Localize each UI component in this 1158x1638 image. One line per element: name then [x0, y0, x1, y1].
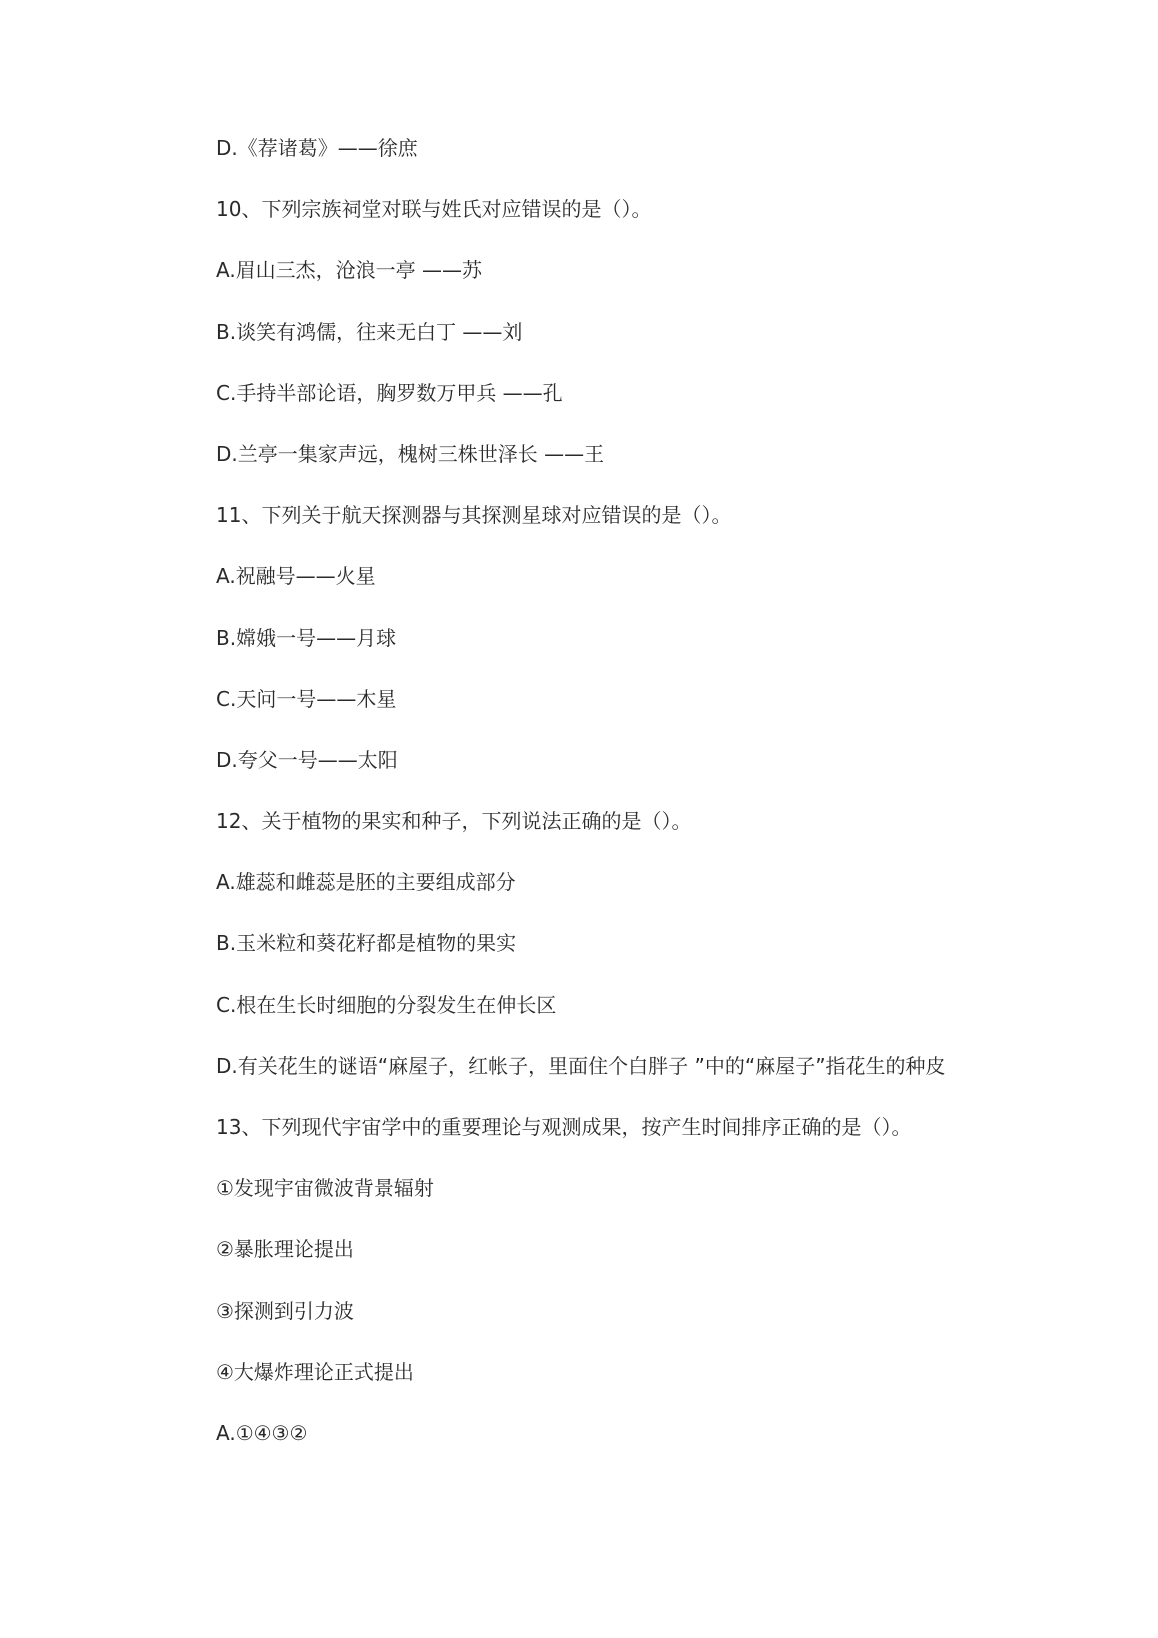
question-11: 11、下列关于航天探测器与其探测星球对应错误的是（）。 — [216, 503, 732, 528]
question-13-item-1: ①发现宇宙微波背景辐射 — [216, 1176, 434, 1201]
question-10-option-d: D.兰亭一集家声远，槐树三株世泽长 ——王 — [216, 441, 605, 466]
question-10-option-a: A.眉山三杰，沧浪一亭 ——苏 — [216, 258, 483, 283]
question-13: 13、下列现代宇宙学中的重要理论与观测成果，按产生时间排序正确的是（）。 — [216, 1115, 912, 1139]
question-12-option-d: D.有关花生的谜语“麻屋子，红帐子，里面住个白胖子 ”中的“麻屋子”指花生的种皮 — [216, 1053, 946, 1078]
question-11-option-c: C.天问一号——木星 — [216, 686, 397, 711]
document-content — [216, 130, 1116, 1476]
question-10-option-c: C.手持半部论语，胸罗数万甲兵 ——孔 — [216, 380, 563, 405]
question-13-item-2: ②暴胀理论提出 — [216, 1237, 354, 1262]
question-10: 10、下列宗族祠堂对联与姓氏对应错误的是（）。 — [216, 197, 652, 222]
question-13-item-3: ③探测到引力波 — [216, 1298, 354, 1323]
question-12-option-a: A.雄蕊和雌蕊是胚的主要组成部分 — [216, 870, 516, 895]
option-d-line: D.《荐诸葛》——徐庶 — [216, 136, 418, 160]
question-11-option-d: D.夸父一号——太阳 — [216, 747, 398, 772]
question-12-option-b: B.玉米粒和葵花籽都是植物的果实 — [216, 931, 517, 956]
question-12-option-c: C.根在生长时细胞的分裂发生在伸长区 — [216, 992, 557, 1017]
question-10-option-b: B.谈笑有鸿儒，往来无白丁 ——刘 — [216, 319, 523, 344]
question-13-item-4: ④大爆炸理论正式提出 — [216, 1359, 414, 1384]
question-11-option-b: B.嫦娥一号——月球 — [216, 625, 397, 650]
question-11-option-a: A.祝融号——火星 — [216, 564, 376, 589]
question-12: 12、关于植物的果实和种子，下列说法正确的是（）。 — [216, 809, 692, 834]
question-13-option-a: A.①④③② — [216, 1420, 308, 1445]
